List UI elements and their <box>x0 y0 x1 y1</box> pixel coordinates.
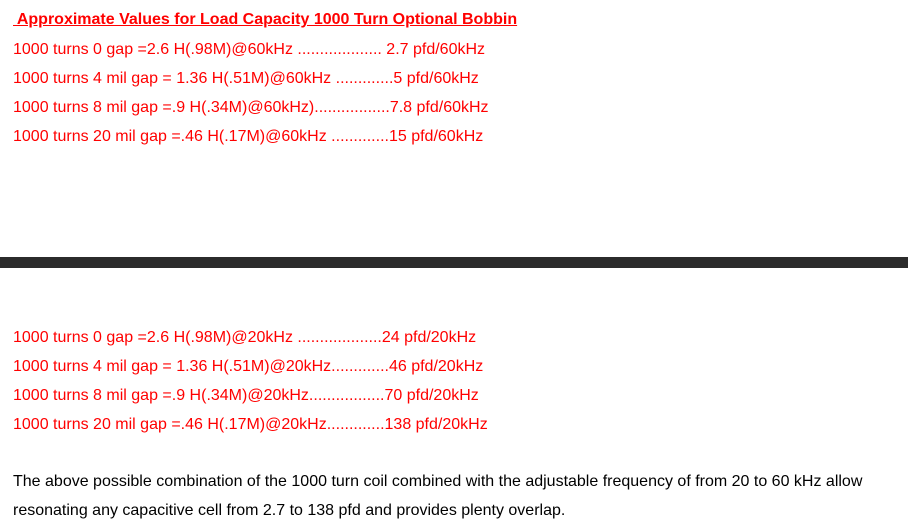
document-title: Approximate Values for Load Capacity 1000 Turn Optional Bobbin <box>13 11 518 28</box>
spec-line-60khz-20-mil-gap: 1000 turns 20 mil gap =.46 H(.17M)@60kHz .............15 pfd/60kHz <box>13 128 484 145</box>
spec-line-20khz-8-mil-gap: 1000 turns 8 mil gap =.9 H(.34M)@20kHz.................70 pfd/20kHz <box>13 387 479 404</box>
spec-line-20khz-0-gap: 1000 turns 0 gap =2.6 H(.98M)@20kHz ...................24 pfd/20kHz <box>13 329 477 346</box>
spec-line-60khz-4-mil-gap: 1000 turns 4 mil gap = 1.36 H(.51M)@60kHz .............5 pfd/60kHz <box>13 70 479 87</box>
spec-line-20khz-4-mil-gap: 1000 turns 4 mil gap = 1.36 H(.51M)@20kHz.............46 pfd/20kHz <box>13 358 484 375</box>
spec-line-60khz-8-mil-gap: 1000 turns 8 mil gap =.9 H(.34M)@60kHz).................7.8 pfd/60kHz <box>13 99 489 116</box>
summary-note-line-1: The above possible combination of the 1000 turn coil combined with the adjustable frequency of from 20 to 60 kHz allow <box>13 473 863 490</box>
spec-line-60khz-0-gap: 1000 turns 0 gap =2.6 H(.98M)@60kHz ................... 2.7 pfd/60kHz <box>13 41 486 58</box>
summary-note-line-2: resonating any capacitive cell from 2.7 to 138 pfd and provides plenty overlap. <box>13 502 566 519</box>
section-divider <box>0 257 908 268</box>
spec-line-20khz-20-mil-gap: 1000 turns 20 mil gap =.46 H(.17M)@20kHz.............138 pfd/20kHz <box>13 416 488 433</box>
